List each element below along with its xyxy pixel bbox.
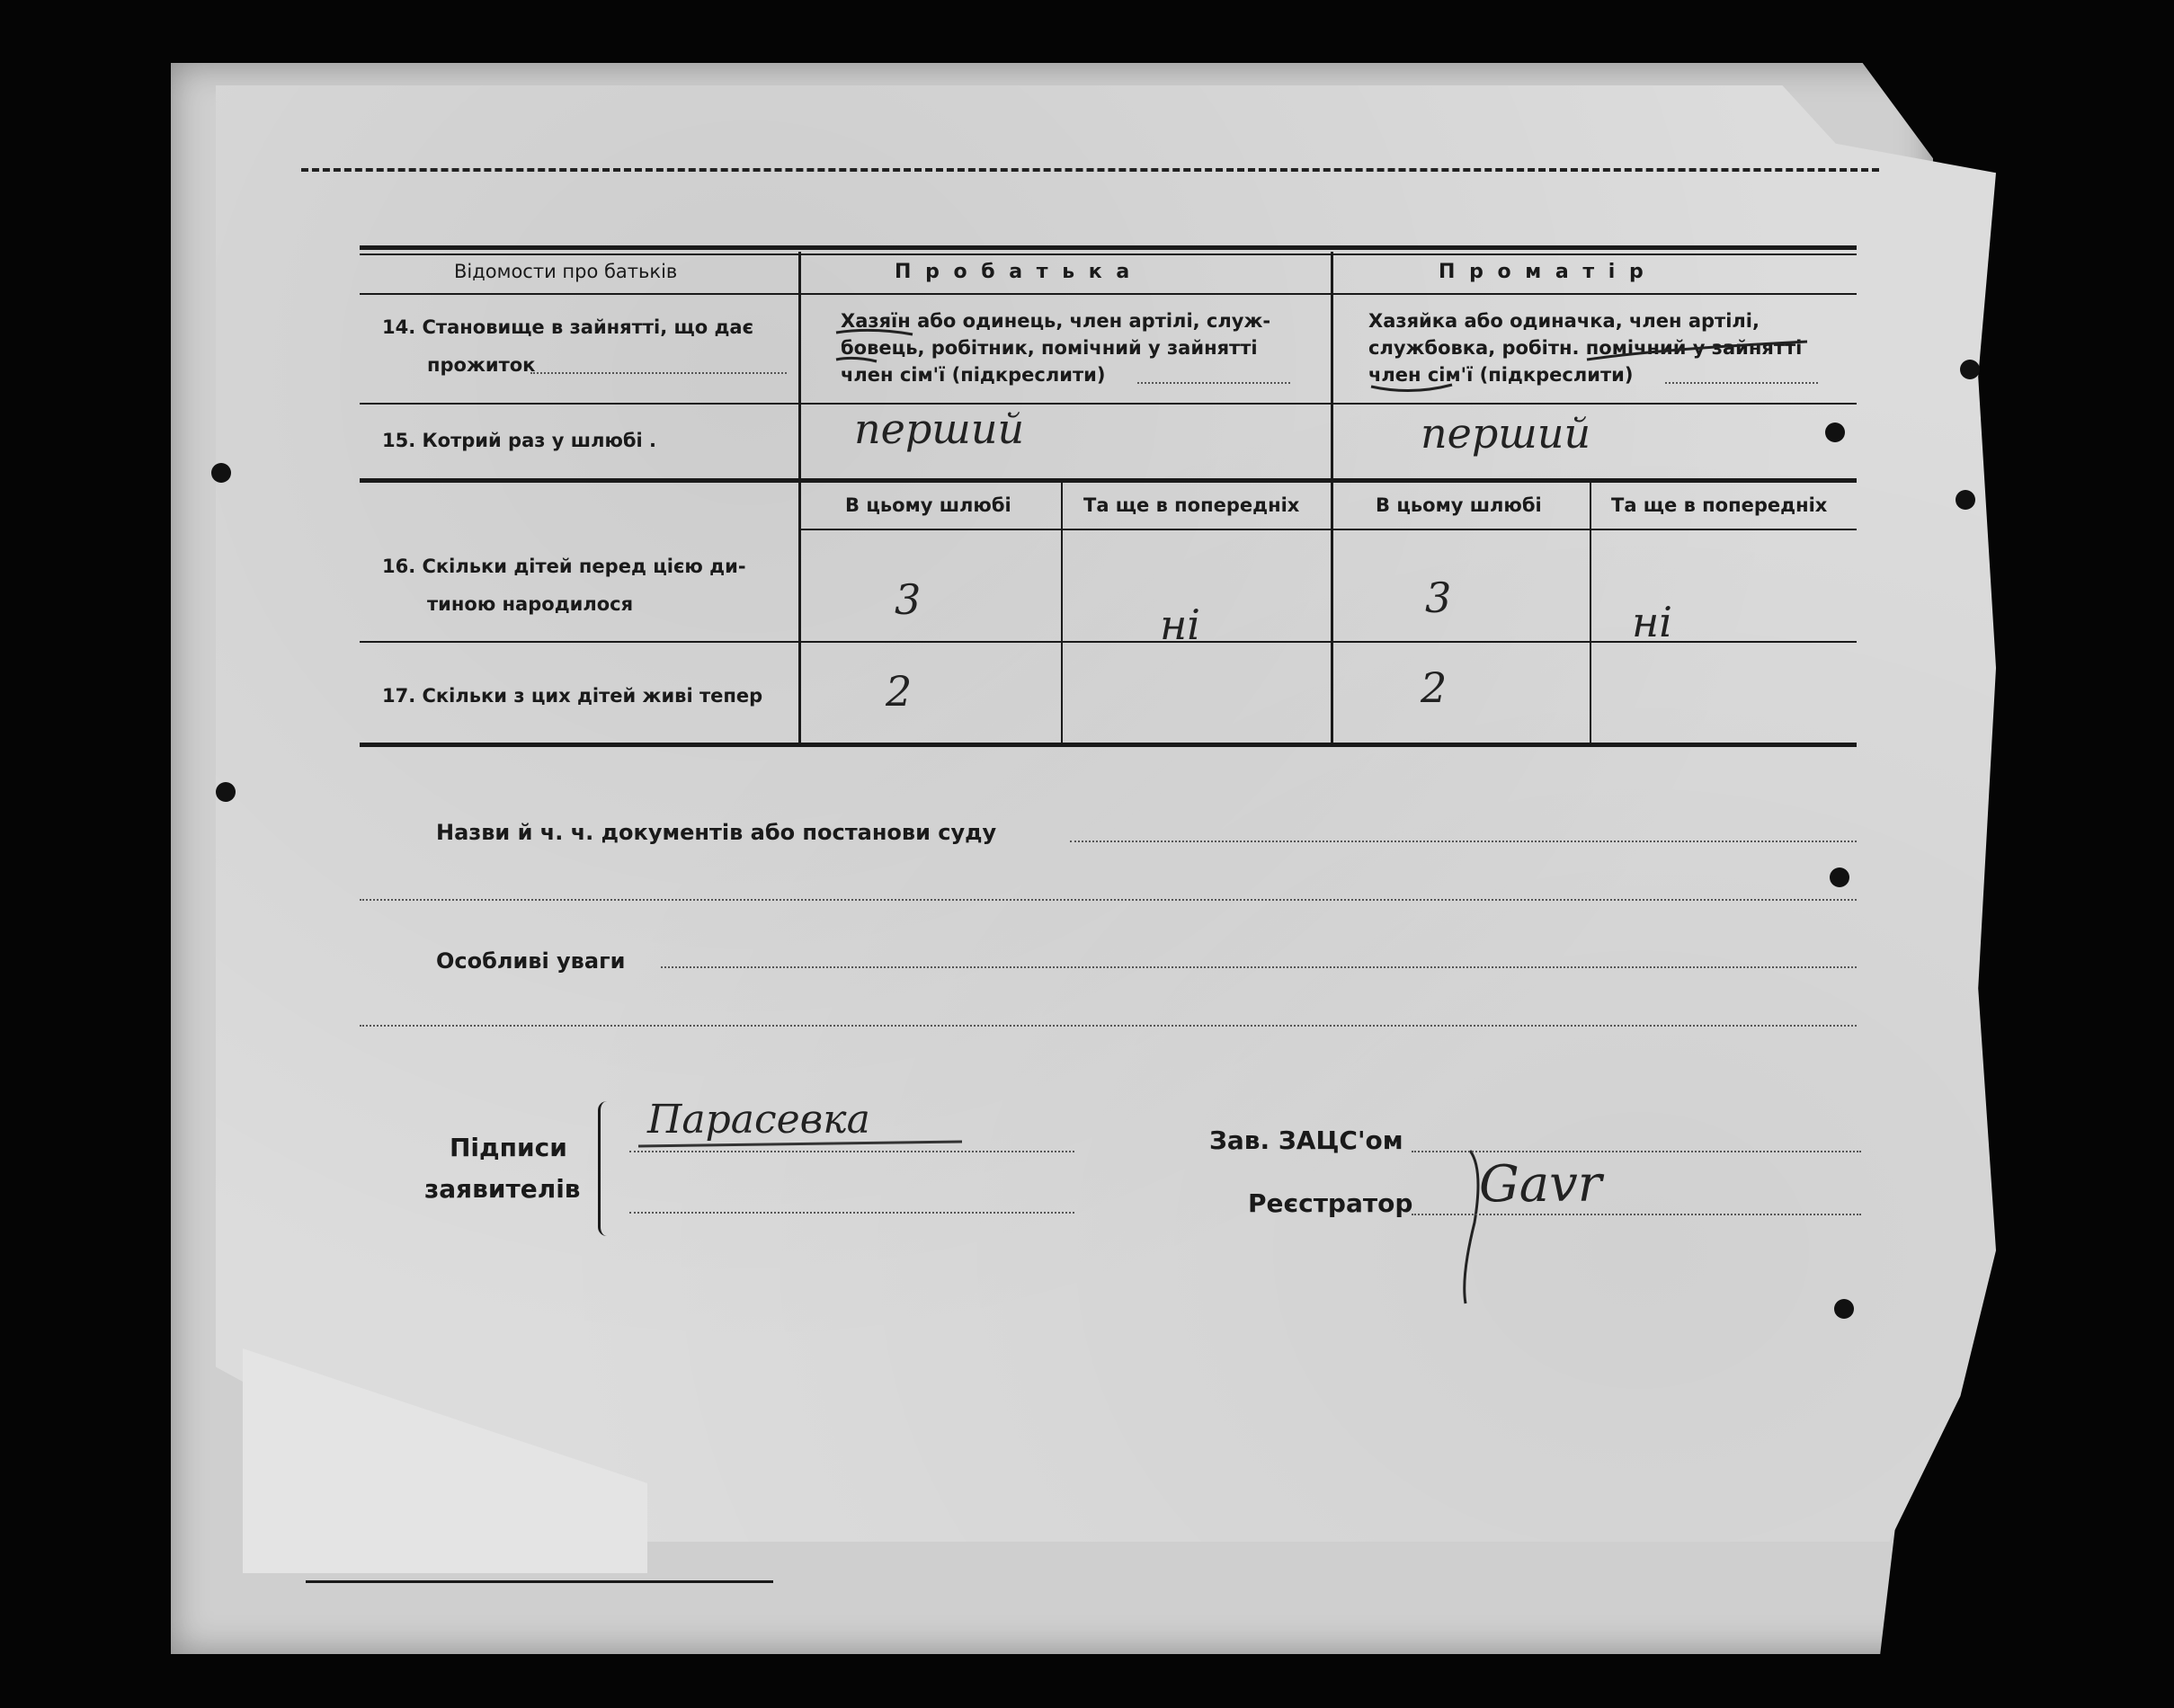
- documents-field-2: [360, 899, 1857, 901]
- signature-line-2: [629, 1212, 1074, 1214]
- row14-father-3: член сім'ї (підкреслити): [841, 364, 1106, 386]
- row17-mother-this: 2: [1421, 663, 1448, 712]
- row16-father-this: 3: [895, 575, 922, 624]
- row14-label-2: прожиток: [427, 354, 536, 376]
- row14-label: 14. Становище в зайнятті, що дає: [382, 316, 754, 338]
- notes-field-2: [360, 1025, 1857, 1027]
- row17-label: 17. Скільки з цих дітей живі тепер: [382, 685, 763, 707]
- row16-label: 16. Скільки дітей перед цією ди-: [382, 556, 746, 577]
- header-mother: П р о м а т і р: [1439, 261, 1647, 283]
- head-signature-line: [1412, 1151, 1861, 1152]
- row17-father-this: 2: [886, 667, 913, 716]
- registrar-signature: Gavr: [1479, 1155, 1602, 1214]
- row16-father-prev: ні: [1160, 600, 1201, 649]
- signatures-label: Підписи: [450, 1133, 567, 1162]
- header-parents-info: Відомости про батьків: [454, 261, 678, 282]
- subheader-father-prev: Та ще в попередніх: [1083, 494, 1300, 516]
- subheader-mother-this: В цьому шлюбі: [1376, 494, 1542, 516]
- row14-mother-1: Хазяйка або одиначка, член артілі,: [1368, 310, 1760, 332]
- head-label: Зав. ЗАЦС'ом: [1209, 1125, 1403, 1155]
- applicant-signature: Парасевка: [647, 1097, 870, 1143]
- signatures-label-2: заявителів: [424, 1174, 581, 1204]
- row14-mother-2: службовка, робітн. помічний у зайнятті: [1368, 337, 1803, 359]
- registrar-signature-line: [1412, 1214, 1861, 1215]
- documents-label: Назви й ч. ч. документів або постанови суду: [436, 820, 997, 845]
- row14-father-2: бовець, робітник, помічний у зайнятті: [841, 337, 1258, 359]
- row16-mother-prev: ні: [1632, 598, 1673, 646]
- row15-label: 15. Котрий раз у шлюбі .: [382, 430, 657, 451]
- row14-father-1: Хазяїн або одинець, член артілі, служ-: [841, 310, 1271, 332]
- subheader-mother-prev: Та ще в попередніх: [1611, 494, 1828, 516]
- registrar-label: Реєстратор: [1248, 1188, 1413, 1218]
- row16-label-2: тиною народилося: [427, 593, 634, 615]
- header-father: П р о б а т ь к а: [895, 261, 1134, 283]
- brace: [598, 1101, 619, 1236]
- signature-line-1: [629, 1151, 1074, 1152]
- row15-mother-value: перший: [1421, 409, 1591, 458]
- notes-field: [661, 966, 1857, 968]
- subheader-father-this: В цьому шлюбі: [845, 494, 1011, 516]
- row16-mother-this: 3: [1425, 574, 1452, 622]
- row14-mother-3: член сім'ї (підкреслити): [1368, 364, 1634, 386]
- documents-field: [1070, 841, 1857, 842]
- row15-father-value: перший: [854, 405, 1025, 453]
- notes-label: Особливі уваги: [436, 948, 626, 974]
